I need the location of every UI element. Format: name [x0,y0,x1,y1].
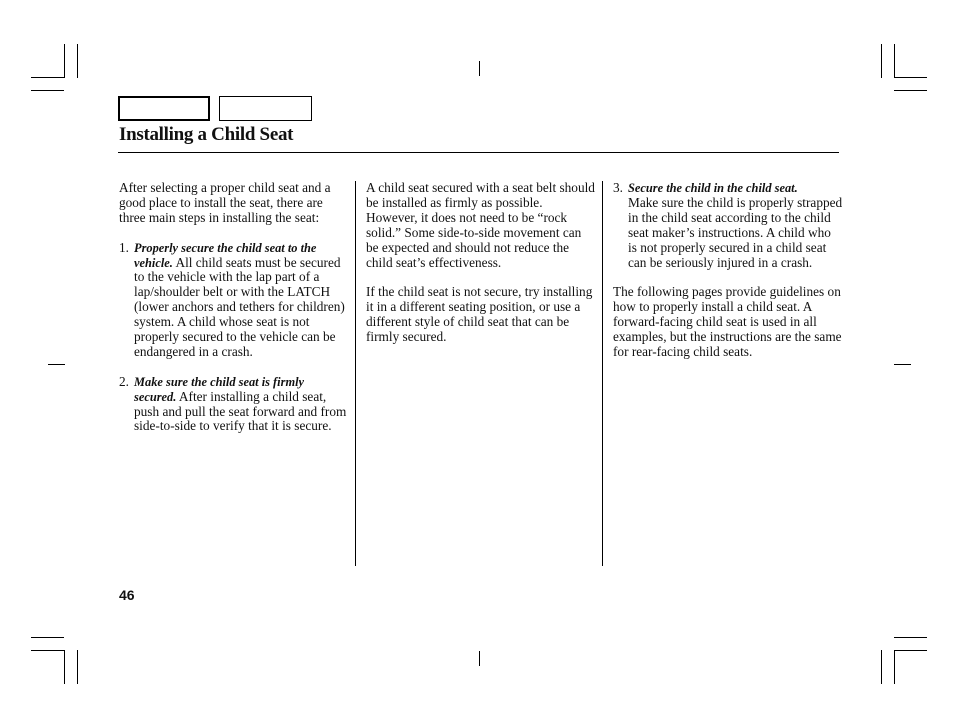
column-divider-2 [602,181,603,566]
column-3-paragraph-1: The following pages provide guidelines on how to properly install a child seat. A forward-facing child seat is used in all examples, but the instructions are the same for rear-facing child seats. [613,284,842,359]
step-1 [119,241,347,360]
step-2 [119,375,347,435]
column-3 [613,181,843,375]
step-3 [613,181,843,270]
section-tab-box-left [118,96,210,121]
column-divider-1 [355,181,356,566]
column-2-paragraph-2: If the child seat is not secure, try installing it in a different seating position, or use a different style of child seat that can be firmly secured. [366,284,593,345]
step-2-text: After installing a child seat, push and pull the seat forward and from side-to-side to verify that it is secure. [134,388,347,434]
step-3-number: 3. [613,180,623,195]
column-2 [366,181,596,360]
column-2-paragraph-1: A child seat secured with a seat belt should be installed as firmly as possible. However, it does not need to be “rock solid.” Some side-to-side movement can be expected and should not reduce the child seat’s effectiveness. [366,180,595,270]
step-1-number: 1. [119,239,129,255]
page-number: 46 [119,587,135,603]
step-1-lead: Properly secure the child seat to the vehicle. [134,240,317,270]
step-1-text: All child seats must be secured to the vehicle with the lap part of a lap/shoulder belt or with the LATCH (lower anchors and tethers for children) system. A child whose seat is not properly secured to the vehicle can be endangered in a crash. [134,254,345,359]
section-tab-box-right [219,96,312,121]
intro-paragraph: After selecting a proper child seat and a good place to install the seat, there are three main steps in installing the seat: [119,180,331,225]
step-3-lead: Secure the child in the child seat. [628,181,798,195]
step-2-lead: Make sure the child seat is firmly secured. [134,374,305,404]
page-title: Installing a Child Seat [119,124,294,145]
column-1 [119,181,347,449]
title-rule [118,152,839,153]
step-2-number: 2. [119,373,129,389]
step-3-text: Make sure the child is properly strapped in the child seat according to the child seat maker’s instructions. A child who is not properly secured in a child seat can be seriously injured in a crash. [628,194,843,270]
